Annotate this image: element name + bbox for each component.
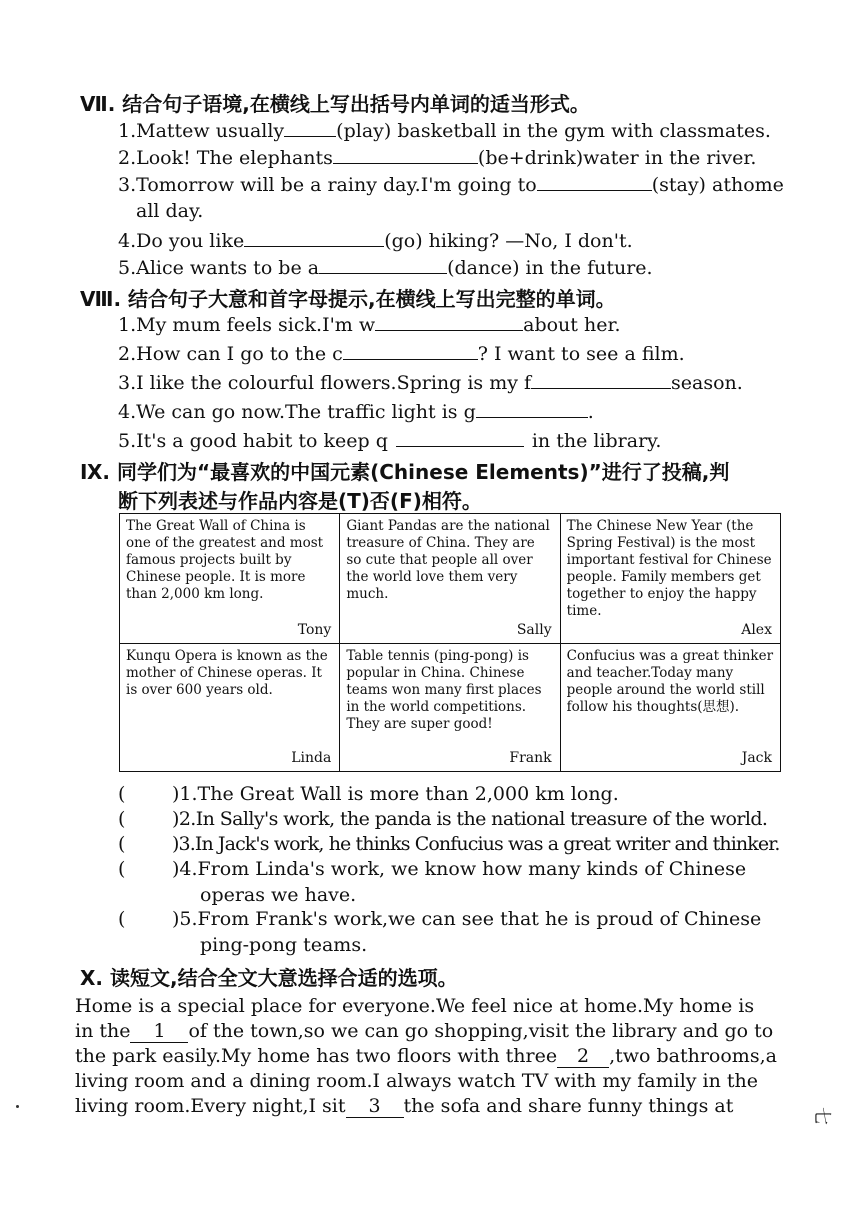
tf-statement-4-continuation: operas we have. xyxy=(200,884,357,906)
passage-line-4: living room and a dining room.I always watch TV with my family in the xyxy=(75,1070,759,1092)
passage-line-2 xyxy=(75,1020,773,1043)
elements-table xyxy=(119,513,781,772)
table-row xyxy=(120,644,781,772)
passage-text: of the town,so we can go shopping,visit the library and go to xyxy=(188,1020,774,1042)
section-8-title: Ⅷ. 结合句子大意和首字母提示,在横线上写出完整的单词。 xyxy=(80,287,616,311)
table-cell xyxy=(560,644,780,772)
cell-author: Alex xyxy=(741,622,772,638)
cell-author: Linda xyxy=(291,750,332,766)
passage-text: living room.Every night,I sit xyxy=(75,1095,346,1117)
s7-item-3-blank[interactable] xyxy=(537,172,652,191)
table-row xyxy=(120,514,781,644)
answer-paren[interactable]: ( xyxy=(118,833,126,855)
s7-item-1-after: (play) basketball in the gym with classmates. xyxy=(336,120,771,142)
cell-text: The Great Wall of China is one of the greatest and most famous projects built by Chinese people. It is more than 2,000 km long. xyxy=(126,518,324,602)
s8-item-3-before: 3.I like the colourful flowers.Spring is my f xyxy=(118,372,532,394)
passage-text: in the xyxy=(75,1020,131,1042)
s7-item-5 xyxy=(118,255,653,279)
s8-item-1-after: about her. xyxy=(523,314,621,336)
cell-author: Jack xyxy=(741,750,772,766)
tf-statement-text: )4.From Linda's work, we know how many kinds of Chinese xyxy=(172,858,747,880)
s7-item-5-before: 5.Alice wants to be a xyxy=(118,257,320,279)
table-cell xyxy=(340,514,560,644)
passage-blank-2[interactable]: 2 xyxy=(557,1045,609,1068)
s7-item-4-blank[interactable] xyxy=(244,228,384,247)
s7-item-5-after: (dance) in the future. xyxy=(447,257,653,279)
table-cell xyxy=(120,644,340,772)
s8-item-1-blank[interactable] xyxy=(375,312,523,331)
s7-item-2-after: (be+drink)water in the river. xyxy=(477,147,757,169)
s8-item-3-blank[interactable] xyxy=(531,370,671,389)
s7-item-1-before: 1.Mattew usually xyxy=(118,120,285,142)
s7-item-1 xyxy=(118,118,771,142)
cell-text: Giant Pandas are the national treasure of China. They are so cute that people all over the world love them very much. xyxy=(346,518,550,602)
section-7-title: Ⅶ. 结合句子语境,在横线上写出括号内单词的适当形式。 xyxy=(80,92,590,116)
s7-item-3-continuation: all day. xyxy=(136,200,204,222)
tf-statement-5-continuation: ping-pong teams. xyxy=(200,934,368,956)
s8-item-5-blank[interactable] xyxy=(396,428,524,447)
s7-item-3 xyxy=(118,172,784,196)
s8-item-4 xyxy=(118,399,594,423)
s7-item-5-blank[interactable] xyxy=(319,255,447,274)
cell-text: Table tennis (ping-pong) is popular in China. Chinese teams won many first places in the world competitions. They are super good! xyxy=(346,648,542,732)
s8-item-2-blank[interactable] xyxy=(343,341,478,360)
s8-item-3 xyxy=(118,370,743,394)
s8-item-1 xyxy=(118,312,620,336)
s8-item-1-before: 1.My mum feels sick.I'm w xyxy=(118,314,376,336)
tf-statement-text: )5.From Frank's work,we can see that he is proud of Chinese xyxy=(172,908,762,930)
passage-line-1: Home is a special place for everyone.We feel nice at home.My home is xyxy=(75,995,755,1017)
margin-mark: 七 xyxy=(811,1107,832,1125)
s8-item-2 xyxy=(118,341,685,365)
s8-item-2-after: ? I want to see a film. xyxy=(477,343,685,365)
s8-item-5-after: in the library. xyxy=(531,430,662,452)
s7-item-2 xyxy=(118,145,756,169)
passage-line-3 xyxy=(75,1045,777,1068)
passage-blank-3[interactable]: 3 xyxy=(346,1095,404,1118)
s7-item-4-before: 4.Do you like xyxy=(118,230,245,252)
passage-line-5 xyxy=(75,1095,733,1118)
cell-author: Tony xyxy=(297,622,332,638)
s8-item-4-after: . xyxy=(587,401,594,423)
passage-text: the sofa and share funny things at xyxy=(403,1095,734,1117)
cell-text: Confucius was a great thinker and teacher.Today many people around the world still follow his thoughts(思想). xyxy=(566,648,774,715)
section-9-title-line-1: Ⅸ. 同学们为“最喜欢的中国元素(Chinese Elements)”进行了投稿,判 xyxy=(80,460,730,484)
s8-item-5-before: 5.It's a good habit to keep q xyxy=(118,430,388,452)
stray-dot xyxy=(16,1105,19,1108)
cell-author: Sally xyxy=(516,622,552,638)
s7-item-4-after: (go) hiking? —No, I don't. xyxy=(384,230,633,252)
section-10-title: Ⅹ. 读短文,结合全文大意选择合适的选项。 xyxy=(80,966,458,990)
tf-statement-text: )3.In Jack's work, he thinks Confucius was a great writer and thinker. xyxy=(172,833,780,855)
passage-text: the park easily.My home has two floors with three xyxy=(75,1045,558,1067)
s8-item-3-after: season. xyxy=(671,372,743,394)
s8-item-2-before: 2.How can I go to the c xyxy=(118,343,343,365)
s7-item-3-before: 3.Tomorrow will be a rainy day.I'm going to xyxy=(118,174,537,196)
tf-statement-text: )2.In Sally's work, the panda is the national treasure of the world. xyxy=(172,808,768,830)
passage-text: ,two bathrooms,a xyxy=(609,1045,777,1067)
table-cell xyxy=(340,644,560,772)
cell-text: The Chinese New Year (the Spring Festival) is the most important festival for Chinese people. Family members get together to enjoy the happy time. xyxy=(566,518,772,619)
s7-item-3-after: (stay) athome xyxy=(651,174,784,196)
answer-paren[interactable]: ( xyxy=(118,808,126,830)
s7-item-2-before: 2.Look! The elephants xyxy=(118,147,333,169)
s7-item-2-blank[interactable] xyxy=(333,145,478,164)
section-9-title-line-2: 断下列表述与作品内容是(T)否(F)相符。 xyxy=(118,489,482,513)
passage-blank-1[interactable]: 1 xyxy=(130,1020,188,1043)
tf-statement-text: )1.The Great Wall is more than 2,000 km long. xyxy=(172,783,619,805)
answer-paren[interactable]: ( xyxy=(118,858,126,880)
s8-item-4-before: 4.We can go now.The traffic light is g xyxy=(118,401,476,423)
answer-paren[interactable]: ( xyxy=(118,908,126,930)
s8-item-4-blank[interactable] xyxy=(476,399,588,418)
table-cell xyxy=(560,514,780,644)
table-cell xyxy=(120,514,340,644)
cell-author: Frank xyxy=(509,750,552,766)
answer-paren[interactable]: ( xyxy=(118,783,126,805)
cell-text: Kunqu Opera is known as the mother of Chinese operas. It is over 600 years old. xyxy=(126,648,328,698)
s7-item-4 xyxy=(118,228,633,252)
s8-item-5 xyxy=(118,428,661,452)
s7-item-1-blank[interactable] xyxy=(284,118,336,137)
